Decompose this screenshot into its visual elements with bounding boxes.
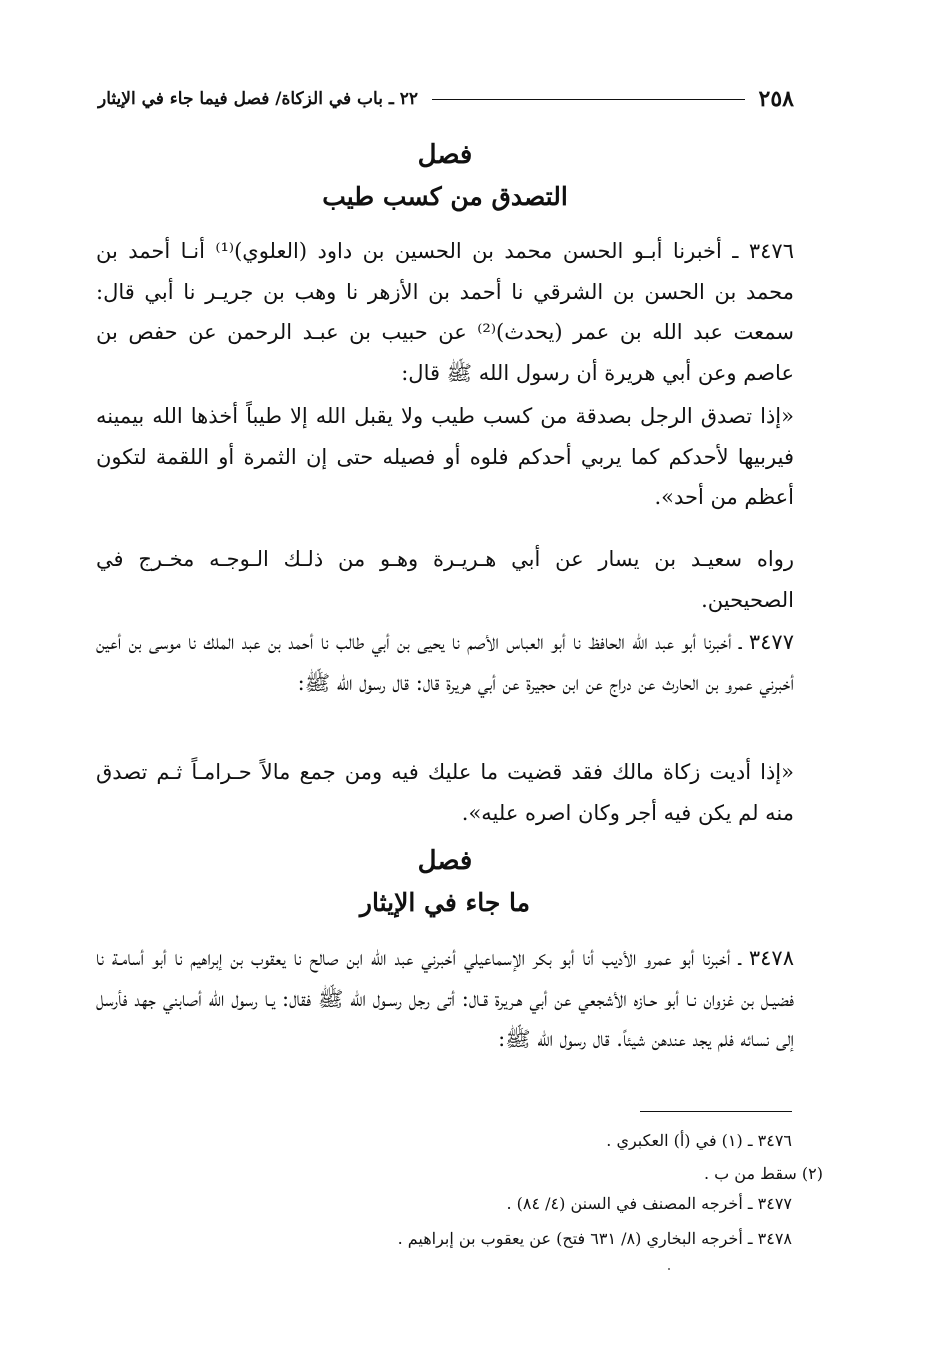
print-speck: [668, 1268, 670, 1270]
running-title: ٢٢ ـ باب في الزكاة/ فصل فيما جاء في الإيثار: [98, 89, 419, 109]
hadith-3477-matn: «إذا أديت زكاة مالك فقد قضيت ما عليك فيه ومن جمع مالاً حـرامـاً ثـم تصدق منه لم يكن فيه أجر وكان اصره عليه».: [96, 760, 794, 825]
footnote-2: (٢) سقط من ب .: [703, 1164, 823, 1183]
page-number: ٢٥٨: [758, 86, 794, 112]
section-subtitle: التصدق من كسب طيب: [322, 182, 568, 211]
hadith-3476-isnad: ٣٤٧٦ ـ أخبرنا أبـو الحسن محمد بن الحسين بن داود (العلوي)⁽¹⁾ أنـا أحمد بن محمد بن الحسن بن الشرقي نا أحمد بن الأزهر نا وهب بن جريـر نا أبي قال: سمعت عبد الله بن عمر (يحدث)⁽²⁾ عن حبيب بن عبـد الرحمن عن حفص بن عاصم وعن أبي هريرة أن رسول الله ﷺ قال:: [96, 239, 794, 385]
section-title: فصل: [417, 140, 473, 170]
footnote-3: ٣٤٧٧ ـ أخرجه المصنف في السنن (٤/ ٨٤) .: [506, 1194, 792, 1213]
hadith-3478-isnad: ٣٤٧٨ ـ أخبرنا أبو عمرو الأديب أنا أبو بكر الإسماعيلي أخبرني عبد الله ابن صالح نا يعقوب بن إبراهيم نا أبو أسامـة نا فضيـل بن غزوان نـا أبو حـازه الأشجعي عن أبي هـريرة قـال: أتى رجل رسـول الله ﷺ فقال: يـا رسول الله أصابني جهد فأرسل إلى نسائه فلم يجد عندهن شيئاً. قال رسول الله ﷺ:: [96, 946, 794, 1051]
section-subtitle-2: ما جاء في الإيثار: [359, 888, 531, 917]
hadith-3477-isnad: ٣٤٧٧ ـ أخبرنا أبو عبد الله الحافظ نا أبو العباس الأصم نا يحيى بن أبي طالب نا أحمد بن عبد الملك نا موسى بن أعين أخبرني عمرو بن الحارث عن دراج عن ابن حجيرة عن أبي هريرة قال: قال رسول الله ﷺ:: [96, 630, 794, 695]
hadith-3476-matn: «إذا تصدق الرجل بصدقة من كسب طيب ولا يقبل الله إلا طيباً أخذها الله بيمينه فيربيها لأحدكم كما يربي أحدكم فلوه أو فصيله حتى إن الثمرة أو اللقمة لتكون أعظم من أحد».: [96, 404, 794, 509]
footnote-1: ٣٤٧٦ ـ (١) في (أ) العكبري .: [606, 1131, 792, 1150]
hadith-3476-note: رواه سعيـد بن يسار عن أبي هـريـرة وهـو من ذلـك الـوجـه مخـرج في الصحيحين.: [96, 547, 794, 612]
footnote-4: ٣٤٧٨ ـ أخرجه البخاري (٨/ ٦٣١ فتح) عن يعقوب بن إبراهيم .: [397, 1229, 792, 1248]
running-header: [98, 84, 794, 114]
section-title-2: فصل: [417, 846, 473, 876]
footnote-separator: [640, 1111, 792, 1112]
header-rule: [432, 99, 744, 100]
